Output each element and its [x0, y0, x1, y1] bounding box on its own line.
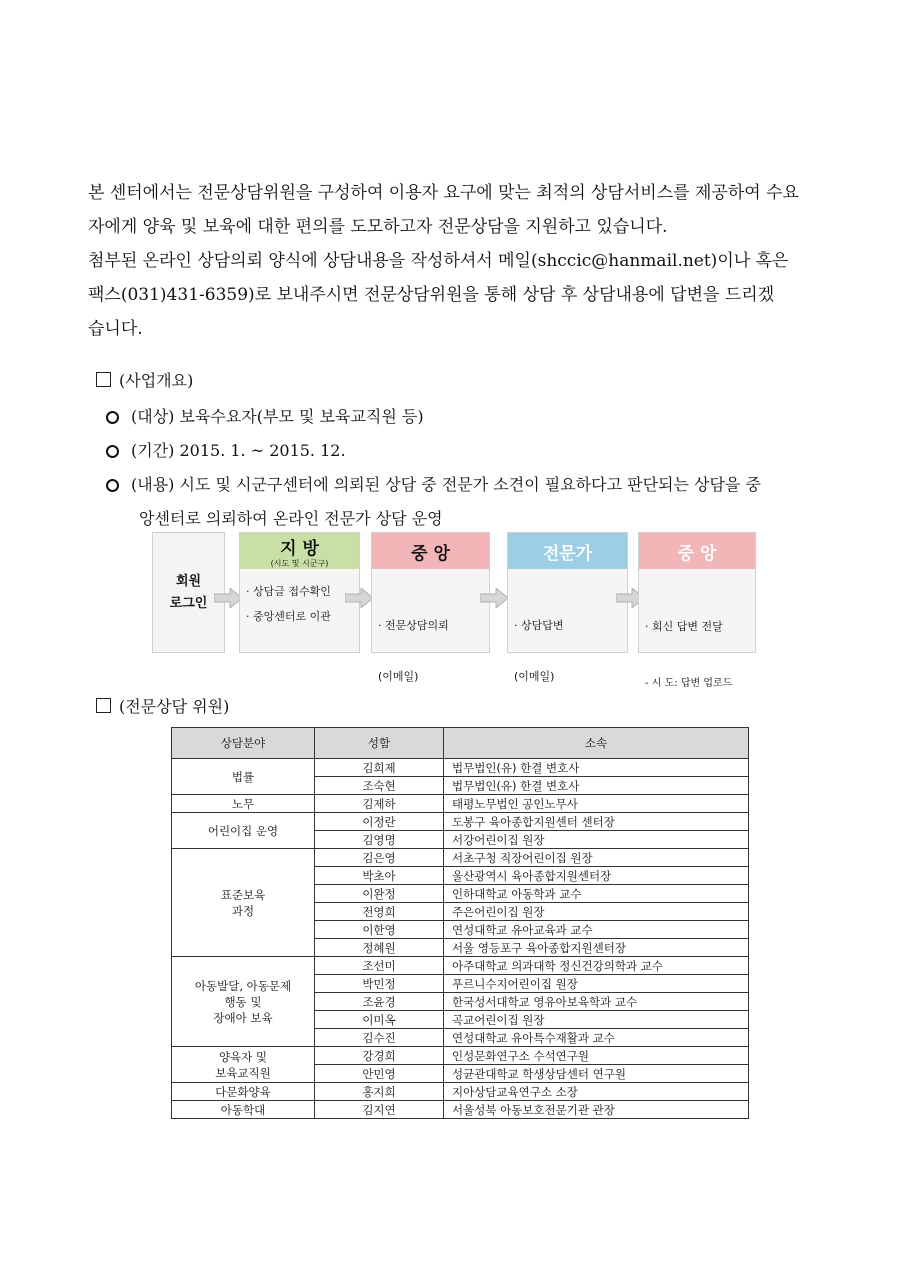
overview-list — [106, 400, 826, 536]
field-label: 장애아 보육 — [213, 1010, 273, 1025]
committee-heading — [96, 694, 229, 717]
intro-line: 팩스(031)431-6359)로 보내주시면 전문상담위원을 통해 상담 후 상담내용에 답변을 드리겠 — [88, 285, 775, 305]
table-row — [172, 1083, 749, 1101]
affiliation-cell: 지아상담교육연구소 소장 — [444, 1083, 749, 1101]
field-cell — [172, 1047, 315, 1083]
affiliation-cell: 서울 영등포구 육아종합지원센터장 — [444, 939, 749, 957]
affiliation-cell: 태평노무법인 공인노무사 — [444, 795, 749, 813]
flow-step-header — [372, 533, 489, 569]
flow-step-central — [371, 532, 490, 683]
affiliation-cell: 아주대학교 의과대학 정신건강의학과 교수 — [444, 957, 749, 975]
affiliation-cell: 연성대학교 유아교육과 교수 — [444, 921, 749, 939]
flow-login-line: 회원 — [175, 573, 202, 589]
flow-step-local — [239, 532, 360, 653]
field-label: 노무 — [231, 796, 255, 811]
overview-heading-text: (사업개요) — [119, 371, 194, 390]
flow-login-line: 로그인 — [169, 595, 208, 611]
overview-heading — [96, 368, 193, 391]
field-cell — [172, 1101, 315, 1119]
list-item — [106, 400, 826, 434]
field-label: 어린이집 운영 — [207, 823, 279, 838]
affiliation-cell: 서울성북 아동보호전문기관 관장 — [444, 1101, 749, 1119]
affiliation-cell: 법무법인(유) 한결 변호사 — [444, 759, 749, 777]
affiliation-cell: 성균관대학교 학생상담센터 연구원 — [444, 1065, 749, 1083]
flow-step-line: · 중앙센터로 이관 — [246, 610, 331, 623]
arrow-right-icon — [480, 588, 508, 608]
name-cell: 김제하 — [315, 795, 444, 813]
table-row — [172, 849, 749, 867]
table-row — [172, 813, 749, 831]
name-cell: 이정란 — [315, 813, 444, 831]
committee-heading-text: (전문상담 위원) — [119, 697, 230, 716]
intro-paragraph — [88, 176, 824, 346]
list-item-continuation: 앙센터로 의뢰하여 온라인 전문가 상담 운영 — [139, 509, 443, 528]
committee-table — [171, 727, 749, 1119]
affiliation-cell: 법무법인(유) 한결 변호사 — [444, 777, 749, 795]
name-cell: 강경희 — [315, 1047, 444, 1065]
list-item — [106, 434, 826, 468]
affiliation-cell: 푸르니수지어린이집 원장 — [444, 975, 749, 993]
flow-step-line: · 전문상담의뢰 — [378, 619, 449, 632]
column-header: 성함 — [315, 728, 444, 759]
list-item-text: (대상) 보육수요자(부모 및 보육교직원 등) — [131, 407, 424, 426]
intro-line: 첨부된 온라인 상담의뢰 양식에 상담내용을 작성하셔서 메일(shccic@hanmail.net)이나 혹은 — [88, 251, 789, 271]
circle-bullet-icon — [106, 411, 119, 424]
name-cell: 김영명 — [315, 831, 444, 849]
affiliation-cell: 연성대학교 유아특수재활과 교수 — [444, 1029, 749, 1047]
name-cell: 안민영 — [315, 1065, 444, 1083]
flow-step-title: 지 방 — [280, 539, 319, 559]
intro-line: 본 센터에서는 전문상담위원을 구성하여 이용자 요구에 맞는 최적의 상담서비스를 제공하여 수요 — [88, 183, 799, 203]
name-cell: 조윤경 — [315, 993, 444, 1011]
affiliation-cell: 인성문화연구소 수석연구원 — [444, 1047, 749, 1065]
affiliation-cell: 서강어린이집 원장 — [444, 831, 749, 849]
flow-step-central-reply — [638, 532, 756, 689]
circle-bullet-icon — [106, 445, 119, 458]
field-label: 표준보육 — [220, 887, 266, 902]
affiliation-cell: 곡교어린이집 원장 — [444, 1011, 749, 1029]
flow-step-line: · 상담글 접수확인 — [246, 585, 331, 598]
column-header: 상담분야 — [172, 728, 315, 759]
name-cell: 김은영 — [315, 849, 444, 867]
table-header-row — [172, 728, 749, 759]
column-header: 소속 — [444, 728, 749, 759]
affiliation-cell: 울산광역시 육아종합지원센터장 — [444, 867, 749, 885]
name-cell: 박초아 — [315, 867, 444, 885]
field-label: 아동학대 — [220, 1102, 266, 1117]
name-cell: 김지연 — [315, 1101, 444, 1119]
affiliation-cell: 한국성서대학교 영유아보육학과 교수 — [444, 993, 749, 1011]
name-cell: 이미옥 — [315, 1011, 444, 1029]
checkbox-square-icon — [96, 698, 111, 713]
intro-line: 자에게 양육 및 보육에 대한 편의를 도모하고자 전문상담을 지원하고 있습니다. — [88, 217, 668, 237]
table-row — [172, 1047, 749, 1065]
process-flow-diagram — [152, 532, 756, 689]
circle-bullet-icon — [106, 479, 119, 492]
affiliation-cell: 서초구청 직장어린이집 원장 — [444, 849, 749, 867]
table-row — [172, 795, 749, 813]
name-cell: 전영희 — [315, 903, 444, 921]
name-cell: 조선미 — [315, 957, 444, 975]
name-cell: 김수진 — [315, 1029, 444, 1047]
flow-step-expert — [507, 532, 628, 683]
flow-step-header — [508, 533, 627, 569]
field-label: 다문화양육 — [215, 1084, 271, 1099]
field-cell — [172, 1083, 315, 1101]
affiliation-cell: 주은어린이집 원장 — [444, 903, 749, 921]
list-item-text: (기간) 2015. 1. ~ 2015. 12. — [131, 441, 346, 460]
list-item-text: (내용) 시도 및 시군구센터에 의뢰된 상담 중 전문가 소견이 필요하다고 판단되는 상담을 중 — [131, 475, 761, 494]
flow-step-title: 중 앙 — [677, 543, 717, 564]
field-label: 아동발달, 아동문제 — [194, 978, 292, 993]
checkbox-square-icon — [96, 372, 111, 387]
intro-line: 습니다. — [88, 319, 143, 339]
flow-step-header — [639, 533, 755, 569]
name-cell: 김희제 — [315, 759, 444, 777]
flow-step-header — [240, 533, 359, 569]
field-cell — [172, 849, 315, 957]
table-row — [172, 1101, 749, 1119]
flow-step-subtitle: (시도 및 시군구) — [270, 559, 329, 568]
flow-step-title: 중 앙 — [411, 543, 450, 564]
affiliation-cell: 도봉구 육아종합지원센터 센터장 — [444, 813, 749, 831]
flow-step-line: · 회신 답변 전달 — [645, 620, 723, 633]
field-cell — [172, 957, 315, 1047]
table-row — [172, 957, 749, 975]
arrow-right-icon — [214, 588, 242, 608]
field-label: 법률 — [231, 769, 255, 784]
name-cell: 조숙현 — [315, 777, 444, 795]
field-cell — [172, 759, 315, 795]
flow-step-line: (이메일) — [514, 670, 555, 683]
field-label: 과정 — [231, 903, 255, 918]
field-cell — [172, 813, 315, 849]
name-cell: 정혜원 — [315, 939, 444, 957]
field-label: 보육교직원 — [215, 1065, 271, 1080]
name-cell: 이한영 — [315, 921, 444, 939]
flow-step-line: · 상담답변 — [514, 619, 564, 632]
affiliation-cell: 인하대학교 아동학과 교수 — [444, 885, 749, 903]
field-label: 양육자 및 — [218, 1049, 268, 1064]
flow-step-line: - 시 도: 답변 업로드 — [645, 678, 733, 689]
name-cell: 이완정 — [315, 885, 444, 903]
name-cell: 홍지희 — [315, 1083, 444, 1101]
table-row — [172, 759, 749, 777]
flow-step-line: (이메일) — [378, 670, 419, 683]
name-cell: 박민정 — [315, 975, 444, 993]
list-item — [106, 468, 826, 502]
flow-step-title: 전문가 — [542, 543, 593, 564]
field-label: 행동 및 — [224, 994, 262, 1009]
field-cell — [172, 795, 315, 813]
arrow-right-icon — [345, 588, 373, 608]
